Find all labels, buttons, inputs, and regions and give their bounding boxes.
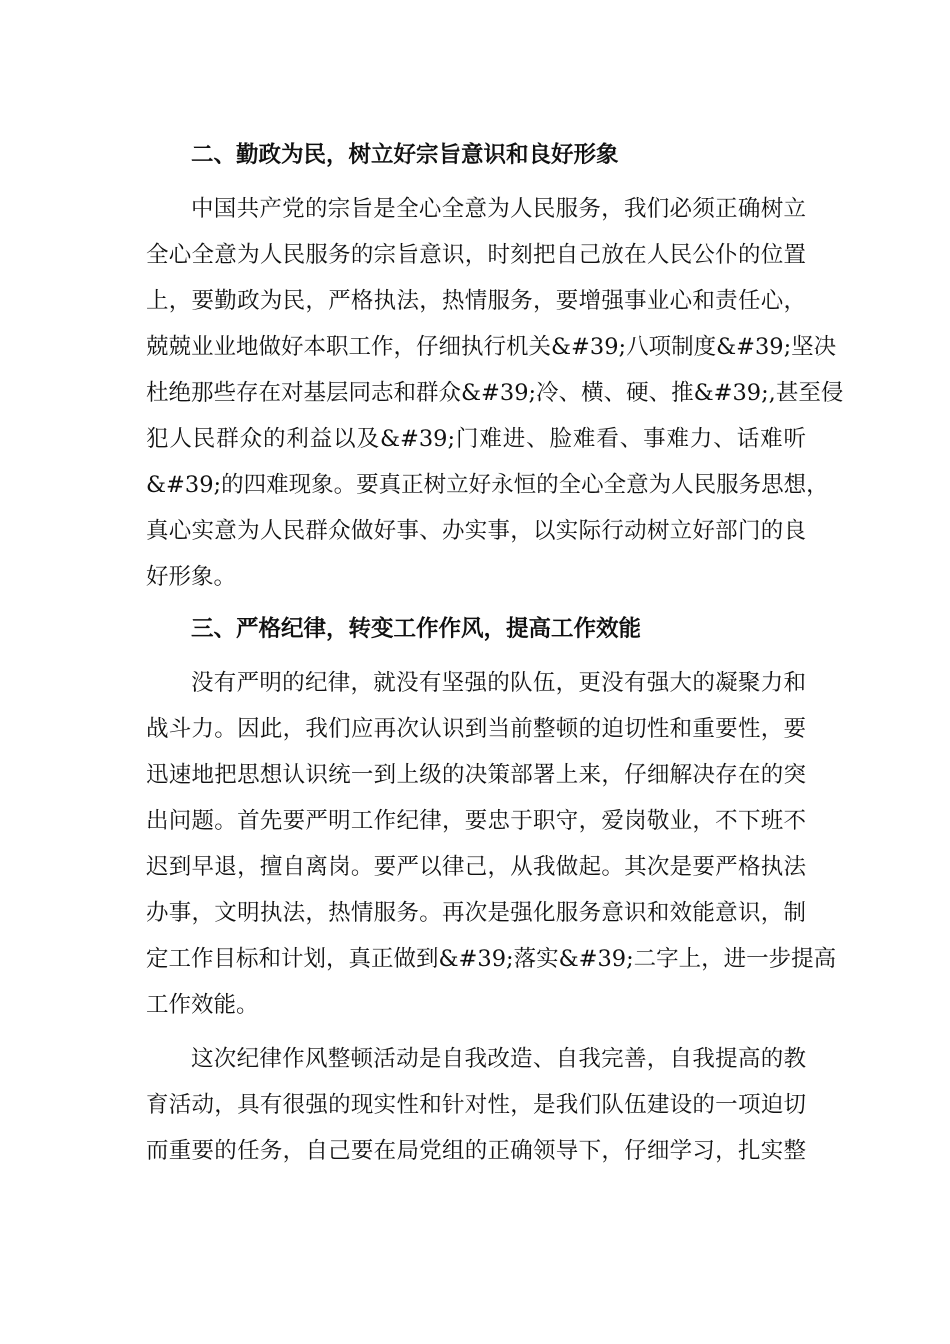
paragraph-line: 全心全意为人民服务的宗旨意识，时刻把自己放在人民公仆的位置 [146, 242, 806, 268]
paragraph-line: 好形象。 [146, 564, 237, 590]
paragraph-line: 杜绝那些存在对基层同志和群众&#39;冷、横、硬、推&#39;,甚至侵 [146, 380, 844, 406]
paragraph-line: 兢兢业业地做好本职工作，仔细执行机关&#39;八项制度&#39;坚决 [146, 334, 837, 360]
paragraph-line: 育活动，具有很强的现实性和针对性，是我们队伍建设的一项迫切 [146, 1092, 806, 1118]
paragraph-line: 真心实意为人民群众做好事、办实事，以实际行动树立好部门的良 [146, 518, 806, 544]
paragraph-line: 没有严明的纪律，就没有坚强的队伍，更没有强大的凝聚力和 [191, 670, 806, 696]
paragraph-line: 出问题。首先要严明工作纪律，要忠于职守，爱岗敬业，不下班不 [146, 808, 806, 834]
paragraph-line: 迅速地把思想认识统一到上级的决策部署上来，仔细解决存在的突 [146, 762, 806, 788]
section-heading-3: 三、严格纪律，转变工作作风，提高工作效能 [191, 616, 642, 642]
paragraph-line: &#39;的四难现象。要真正树立好永恒的全心全意为人民服务思想， [146, 472, 829, 498]
document-body [146, 132, 844, 1174]
paragraph-line: 办事，文明执法，热情服务。再次是强化服务意识和效能意识，制 [146, 900, 806, 926]
paragraph-line: 这次纪律作风整顿活动是自我改造、自我完善，自我提高的教 [191, 1046, 806, 1072]
closing-paragraph [146, 1036, 806, 1174]
paragraph-line: 定工作目标和计划，真正做到&#39;落实&#39;二字上，进一步提高 [146, 946, 837, 972]
paragraph-line: 迟到早退，擅自离岗。要严以律己，从我做起。其次是要严格执法 [146, 854, 806, 880]
paragraph-line: 中国共产党的宗旨是全心全意为人民服务，我们必须正确树立 [191, 196, 806, 222]
paragraph-line: 而重要的任务，自己要在局党组的正确领导下，仔细学习，扎实整 [146, 1138, 806, 1164]
paragraph-line: 犯人民群众的利益以及&#39;门难进、脸难看、事难力、话难听 [146, 426, 806, 452]
paragraph-line: 工作效能。 [146, 992, 259, 1018]
paragraph-line: 战斗力。因此，我们应再次认识到当前整顿的迫切性和重要性，要 [146, 716, 806, 742]
section-3-paragraph [146, 660, 837, 1028]
paragraph-line: 上，要勤政为民，严格执法，热情服务，要增强事业心和责任心， [146, 288, 806, 314]
section-2-paragraph [146, 186, 844, 600]
section-heading-2: 二、勤政为民，树立好宗旨意识和良好形象 [191, 142, 619, 168]
